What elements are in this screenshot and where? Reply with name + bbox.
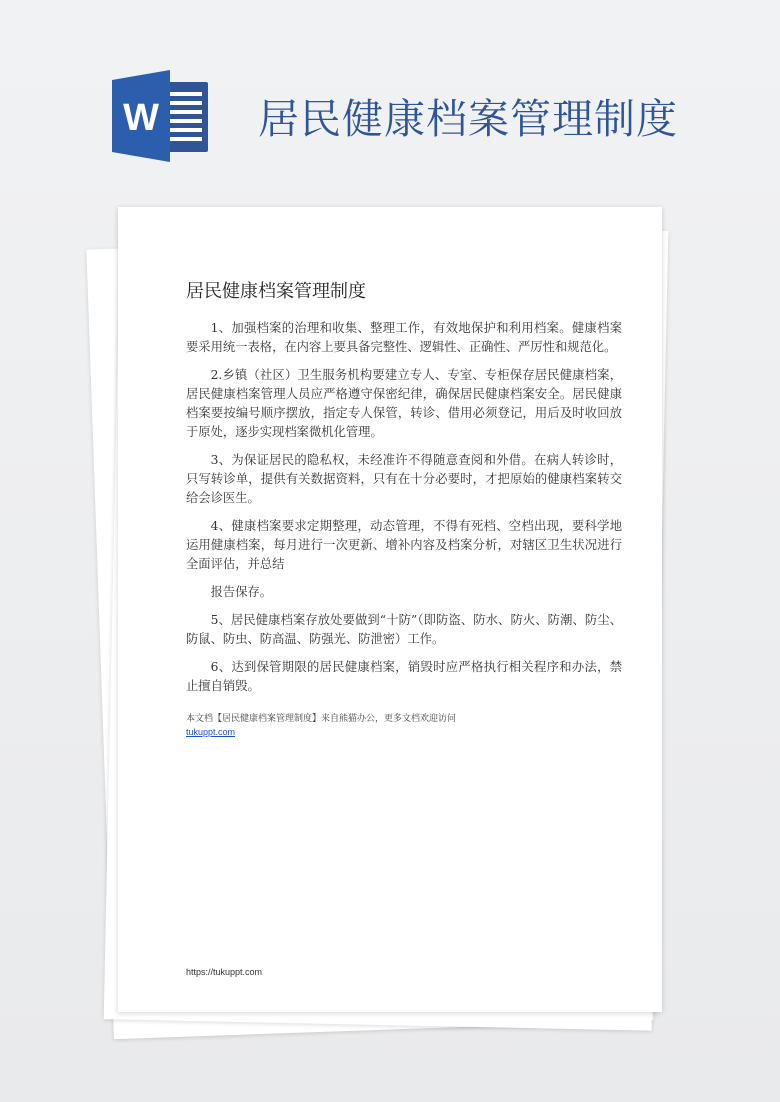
logo-letter: W xyxy=(123,97,159,139)
source-link[interactable]: tukuppt.com xyxy=(186,727,236,737)
banner-title: 居民健康档案管理制度 xyxy=(258,95,678,143)
paragraph-6: 6、达到保管期限的居民健康档案，销毁时应严格执行相关程序和办法，禁止擅自销毁。 xyxy=(186,660,622,693)
document-title: 居民健康档案管理制度 xyxy=(186,281,366,302)
paragraph-1: 1、加强档案的治理和收集、整理工作，有效地保护和利用档案。健康档案要采用统一表格，在内容上要具备完整性、逻辑性、正确性、严厉性和规范化。 xyxy=(186,321,622,354)
footer-url[interactable]: https://tukuppt.com xyxy=(186,967,263,977)
word-icon xyxy=(108,68,210,164)
paragraph-3: 3、为保证居民的隐私权，未经准许不得随意查阅和外借。在病人转诊时，只写转诊单，提供有关数据资料，只有在十分必要时，才把原始的健康档案转交给会诊医生。 xyxy=(186,453,622,505)
paragraph-4: 4、健康档案要求定期整理，动态管理，不得有死档、空档出现，要科学地运用健康档案，每月进行一次更新、增补内容及档案分析，对辖区卫生状况进行全面评估，并总结 xyxy=(186,519,622,571)
document-page xyxy=(118,207,662,1012)
paragraph-5: 5、居民健康档案存放处要做到“十防”（即防盗、防水、防火、防潮、防尘、防鼠、防虫、防高温、防强光、防泄密）工作。 xyxy=(186,613,622,646)
source-note xyxy=(186,713,456,740)
source-note-text: 本文档【居民健康档案管理制度】来自熊猫办公，更多文档欢迎访问 xyxy=(186,714,457,724)
document-body xyxy=(186,319,622,705)
paragraph-4-continued: 报告保存。 xyxy=(210,585,273,599)
paragraph-2: 2.乡镇（社区）卫生服务机构要建立专人、专室、专柜保存居民健康档案，居民健康档案管理人员应严格遵守保密纪律，确保居民健康档案安全。居民健康档案要按编号顺序摆放，指定专人保管，转诊、借用必须登记，用后及时收回放于原处，逐步实现档案微机化管理。 xyxy=(186,368,622,439)
